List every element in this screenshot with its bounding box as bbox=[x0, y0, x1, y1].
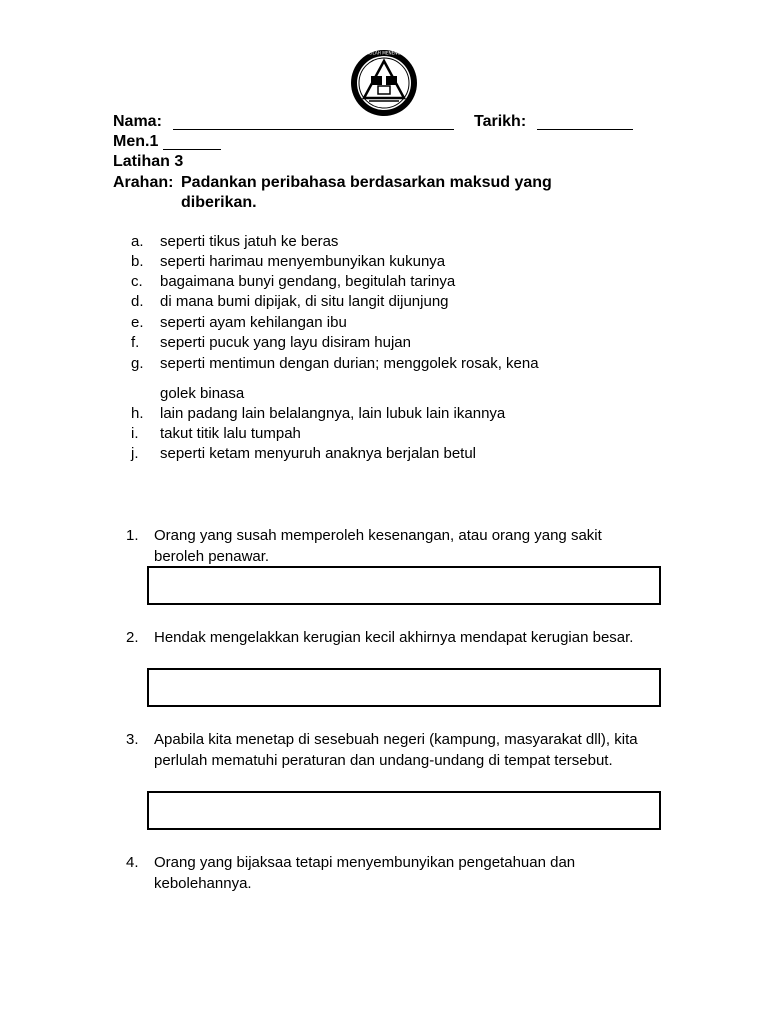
answer-box-2[interactable] bbox=[147, 668, 661, 707]
date-blank[interactable] bbox=[537, 129, 633, 130]
question-number: 2. bbox=[126, 629, 139, 646]
answer-box-1[interactable] bbox=[147, 566, 661, 605]
question-number: 1. bbox=[126, 527, 139, 544]
question-number: 4. bbox=[126, 854, 139, 871]
answer-box-3[interactable] bbox=[147, 791, 661, 830]
class-label: Men.1 bbox=[113, 133, 159, 150]
instruction-text: Padankan peribahasa berdasarkan maksud yang bbox=[181, 174, 552, 191]
exercise-title: Latihan 3 bbox=[113, 153, 184, 170]
crest-ring-text: SEKOLAH MENENGAH bbox=[361, 50, 407, 56]
instruction-text-cont: diberikan. bbox=[181, 194, 257, 211]
date-label: Tarikh: bbox=[474, 113, 527, 130]
question-text: Apabila kita menetap di sesebuah negeri (kampung, masyarakat dll), kita perlulah mematuhi peraturan dan undang-undang di tempat tersebut. bbox=[154, 731, 638, 769]
question-text: Orang yang bijaksaa tetapi menyembunyikan pengetahuan dan kebolehannya. bbox=[154, 854, 576, 892]
question-text: Orang yang susah memperoleh kesenangan, atau orang yang sakit beroleh penawar. bbox=[154, 527, 602, 565]
instruction-label: Arahan: bbox=[113, 174, 174, 191]
name-blank[interactable] bbox=[173, 129, 454, 130]
question-text: Hendak mengelakkan kerugian kecil akhirnya mendapat kerugian besar. bbox=[154, 629, 634, 646]
question-number: 3. bbox=[126, 731, 139, 748]
school-crest-icon bbox=[349, 48, 419, 118]
name-label: Nama: bbox=[113, 113, 162, 130]
class-blank[interactable] bbox=[163, 149, 221, 150]
